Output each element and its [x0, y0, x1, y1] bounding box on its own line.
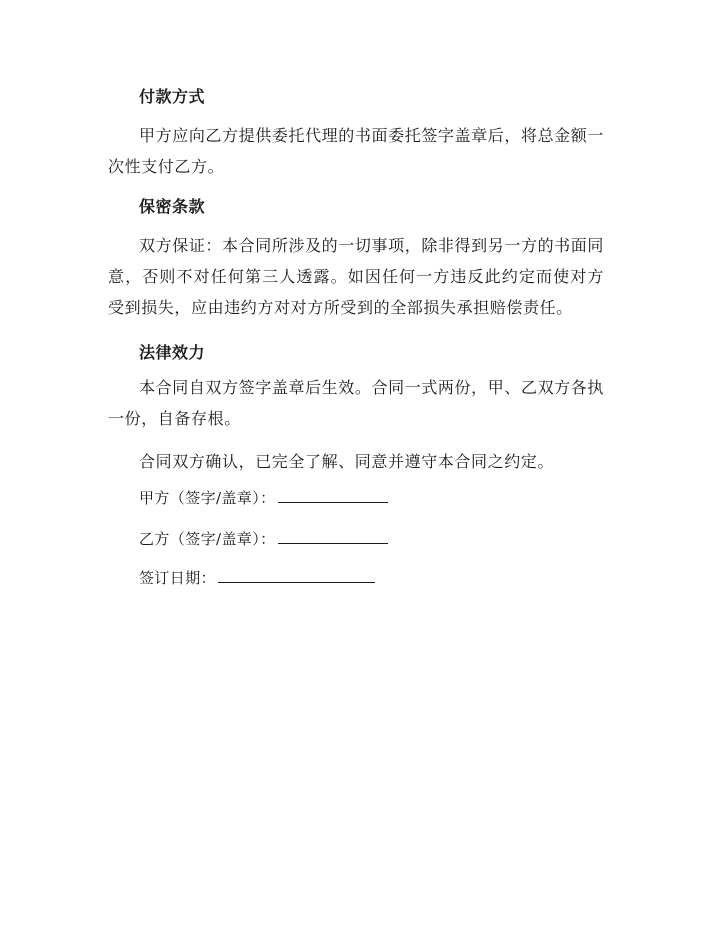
payment-heading: 付款方式	[139, 87, 206, 106]
confidentiality-paragraph: 双方保证：本合同所涉及的一切事项，除非得到另一方的书面同意，否则不对任何第三人透露。如因任何一方违反此约定而使对方受到损失，应由违约方对对方所受到的全部损失承担赔偿责任。	[108, 236, 604, 317]
party-a-signature-line	[139, 488, 388, 508]
payment-paragraph: 甲方应向乙方提供委托代理的书面委托签字盖章后，将总金额一次性支付乙方。	[108, 126, 604, 176]
party-a-signature-label: 甲方（签字/盖章）：	[139, 489, 276, 507]
party-b-signature-line	[139, 529, 388, 549]
sign-date-line	[139, 568, 375, 588]
confirmation-paragraph: 合同双方确认，已完全了解、同意并遵守本合同之约定。	[139, 452, 555, 471]
sign-date-label: 签订日期：	[139, 569, 217, 587]
party-a-signature-blank	[278, 488, 388, 503]
party-b-signature-blank	[278, 529, 388, 544]
sign-date-blank	[218, 568, 375, 583]
legal-effect-paragraph: 本合同自双方签字盖章后生效。合同一式两份，甲、乙双方各执一份，自备存根。	[108, 378, 604, 428]
confidentiality-heading: 保密条款	[139, 197, 206, 216]
party-b-signature-label: 乙方（签字/盖章）：	[139, 530, 276, 548]
legal-effect-heading: 法律效力	[139, 343, 206, 362]
